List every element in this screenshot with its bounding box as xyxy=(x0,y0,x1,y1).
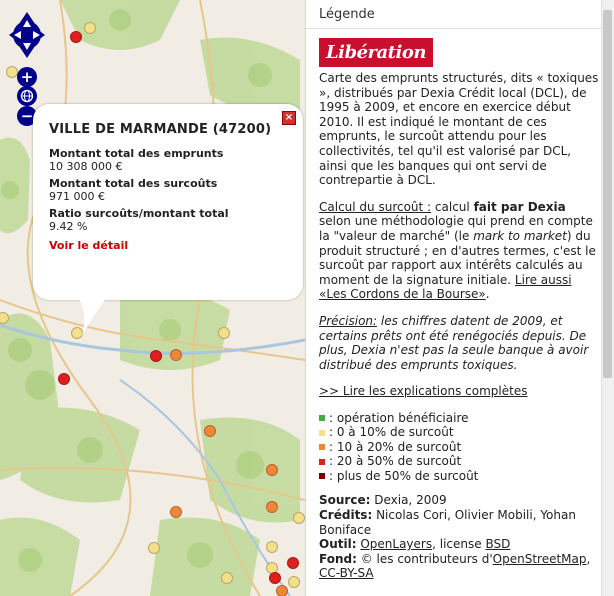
calc-text: ) du produit structuré ; en d'autres termes, c'est le surcoût par rapport aux intérêts calculés au moment de la signature initiale. xyxy=(319,228,596,287)
legend-item xyxy=(319,411,599,426)
marker[interactable] xyxy=(293,512,305,524)
legend-list xyxy=(319,411,599,484)
calc-italic: mark to market xyxy=(473,228,567,243)
label-surcouts: Montant total des surcoûts xyxy=(49,177,218,190)
fond-label: Fond: xyxy=(319,551,357,566)
marker[interactable] xyxy=(218,327,230,339)
panel-title: Légende xyxy=(306,0,614,29)
marker[interactable] xyxy=(58,373,70,385)
marker[interactable] xyxy=(266,464,278,476)
explain-link[interactable]: >> Lire les explications complètes xyxy=(319,384,528,399)
globe-icon[interactable] xyxy=(17,86,37,106)
bsd-link[interactable]: BSD xyxy=(485,537,511,552)
openstreetmap-link[interactable]: OpenStreetMap xyxy=(492,551,587,566)
legend-label: : plus de 50% de surcoût xyxy=(329,468,479,483)
marker[interactable] xyxy=(288,576,300,588)
legend-item xyxy=(319,425,599,440)
pan-control[interactable] xyxy=(8,10,46,60)
marker[interactable] xyxy=(266,501,278,513)
scrollbar[interactable] xyxy=(601,0,614,596)
calc-paragraph: Calcul du surcoût : calcul fait par Dexia selon une méthodologie qui prend en compte la "valeur de marché" (le mark to market) du produit structuré ; en d'autres termes, c'est le surcoût par rapport aux intérêts calculés au moment de la signature initiale. Lire aussi «Les Cordons de la Bourse». xyxy=(319,199,596,302)
marker[interactable] xyxy=(170,506,182,518)
legend-item xyxy=(319,440,599,455)
marker[interactable] xyxy=(287,557,299,569)
legend-label: : opération bénéficiaire xyxy=(329,410,469,425)
calc-text: calcul xyxy=(434,199,470,214)
marker[interactable] xyxy=(276,585,288,596)
scroll-thumb[interactable] xyxy=(603,10,612,378)
credits-label: Crédits: xyxy=(319,507,373,522)
source-label: Source: xyxy=(319,493,371,508)
marker[interactable] xyxy=(170,349,182,361)
value-ratio: 9.42 % xyxy=(49,220,88,233)
label-emprunts: Montant total des emprunts xyxy=(49,147,224,160)
source-value: Dexia, 2009 xyxy=(374,493,447,508)
precision-label: Précision: xyxy=(319,313,378,328)
swatch xyxy=(319,459,325,465)
fond-text: © les contributeurs d' xyxy=(360,551,493,566)
value-emprunts: 10 308 000 € xyxy=(49,160,123,173)
calc-text: selon une méthodologie qui prend en compte la "valeur de marché" (le xyxy=(319,214,593,243)
marker[interactable] xyxy=(204,425,216,437)
marker[interactable] xyxy=(221,572,233,584)
intro-text: Carte des emprunts structurés, dits « toxiques », distribués par Dexia Crédit local (DCL), de 1995 à 2009, et encore en exercice début 2010. Il est indiqué le montant de ces emprunts, le surcoût attendu pour les collectivités, tel qu'il est valorisé par DCL, ainsi que les banques qui ont servi de contrepartie à DCL. xyxy=(319,71,599,188)
close-icon[interactable]: × xyxy=(282,111,296,125)
popup-title: VILLE DE MARMANDE (47200) xyxy=(49,122,272,137)
openlayers-link[interactable]: OpenLayers xyxy=(360,537,433,552)
marker[interactable] xyxy=(70,31,82,43)
popup-tail xyxy=(78,296,108,338)
legend-item xyxy=(319,469,599,484)
swatch xyxy=(319,444,325,450)
map-view[interactable] xyxy=(0,0,305,596)
liberation-logo: Libération xyxy=(319,38,433,67)
fond-line: Fond: © les contributeurs d'OpenStreetMap, CC-BY-SA xyxy=(319,551,591,581)
zoom-in-button[interactable]: + xyxy=(17,67,37,87)
calc-link[interactable]: Lire aussi «Les Cordons de la Bourse» xyxy=(319,272,572,302)
legend-label: : 0 à 10% de surcoût xyxy=(329,425,454,440)
marker[interactable] xyxy=(150,350,162,362)
swatch xyxy=(319,415,325,421)
outil-label: Outil: xyxy=(319,537,357,552)
zoom-out-button[interactable]: − xyxy=(17,106,37,126)
legend-item xyxy=(319,454,599,469)
credits-line xyxy=(319,508,599,537)
marker[interactable] xyxy=(84,22,96,34)
legend-panel xyxy=(305,0,614,596)
label-ratio: Ratio surcoûts/montant total xyxy=(49,207,229,220)
legend-label: : 20 à 50% de surcoût xyxy=(329,454,462,469)
value-surcouts: 971 000 € xyxy=(49,190,105,203)
outil-text: , license xyxy=(432,537,482,552)
credits-value: Nicolas Cori, Olivier Mobili, Yohan Boniface xyxy=(319,507,576,537)
source-line xyxy=(319,493,599,508)
precision-paragraph xyxy=(319,314,599,372)
marker[interactable] xyxy=(266,541,278,553)
cc-by-sa-link[interactable]: CC-BY-SA xyxy=(319,566,374,581)
outil-line xyxy=(319,537,599,552)
swatch xyxy=(319,430,325,436)
precision-text: les chiffres datent de 2009, et certains prêts ont été renégociés depuis. De plus, Dexia n'est pas la seule banque à avoir distribué des emprunts toxiques. xyxy=(319,313,589,372)
marker[interactable] xyxy=(148,542,160,554)
calc-bold: fait par Dexia xyxy=(473,199,566,214)
swatch xyxy=(319,473,325,479)
detail-link[interactable]: Voir le détail xyxy=(49,239,129,252)
info-popup xyxy=(33,104,303,300)
marker[interactable] xyxy=(269,572,281,584)
legend-label: : 10 à 20% de surcoût xyxy=(329,439,462,454)
calc-label: Calcul du surcoût : xyxy=(319,199,432,214)
